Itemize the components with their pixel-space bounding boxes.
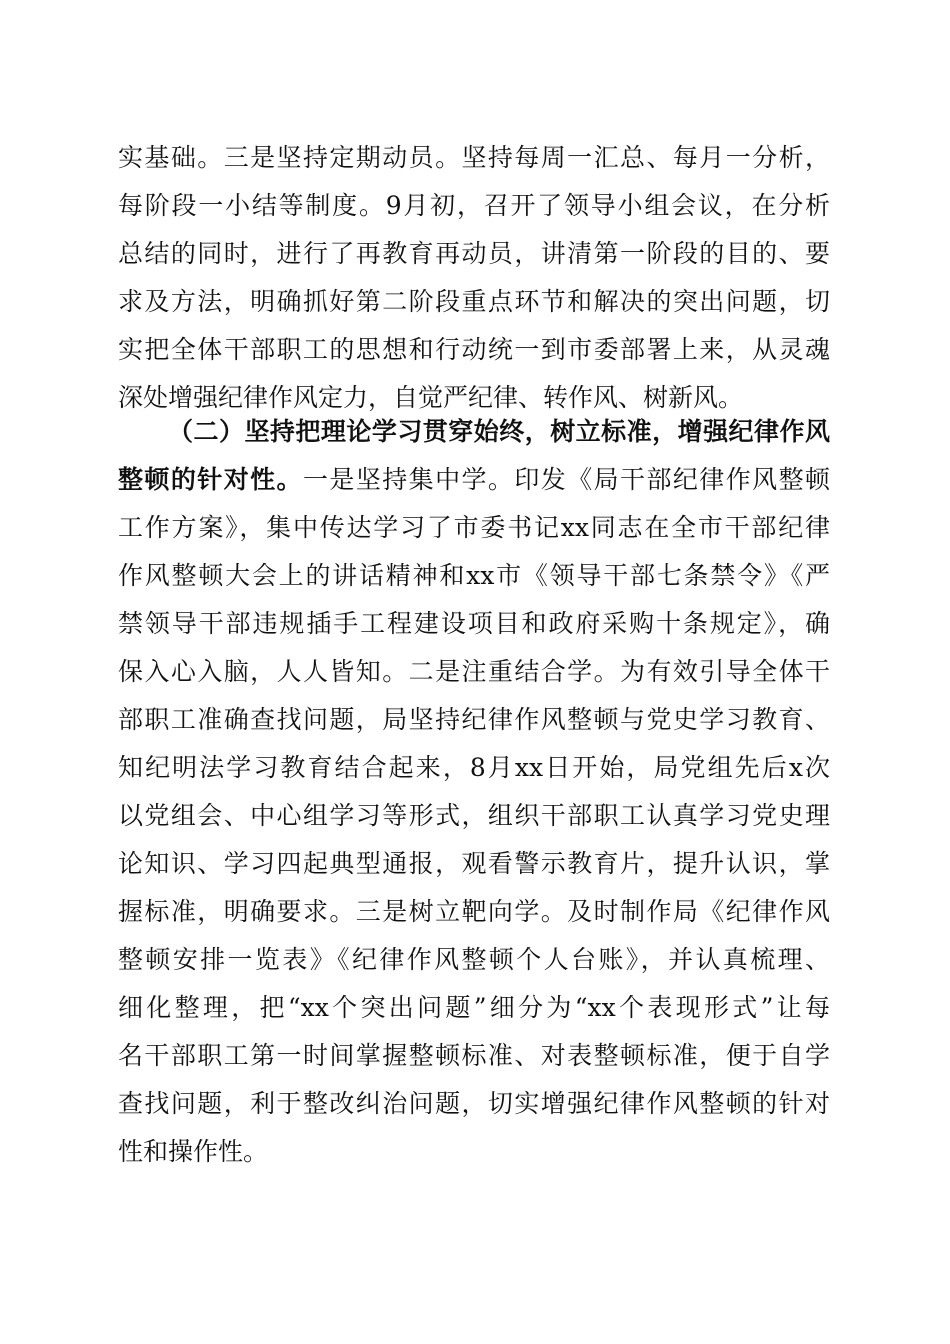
paragraph-2-line: 性和操作性。	[118, 1137, 269, 1166]
paragraph-1-line: 每阶段一小结等制度。9月初，召开了领导小组会议，在分析	[118, 191, 830, 220]
paragraph-1-line: 求及方法，明确抓好第二阶段重点环节和解决的突出问题，切	[118, 287, 830, 316]
section-heading: （二）坚持把理论学习贯穿始终，树立标准，增强纪律作风	[168, 417, 830, 446]
paragraph-2-line: 保入心入脑，人人皆知。二是注重结合学。为有效引导全体干	[118, 657, 830, 686]
paragraph-1-line: 总结的同时，进行了再教育再动员，讲清第一阶段的目的、要	[118, 239, 830, 268]
paragraph-1-line: 深处增强纪律作风定力，自觉严纪律、转作风、树新风。	[118, 383, 744, 412]
paragraph-2-line: 细化整理，把“xx个突出问题”细分为“xx个表现形式”让每	[118, 993, 830, 1022]
paragraph-2-line: 工作方案》，集中传达学习了市委书记xx同志在全市干部纪律	[118, 513, 830, 542]
paragraph-2-line	[118, 456, 830, 504]
paragraph-2-line-text: 一是坚持集中学。印发《局干部纪律作风整顿	[302, 465, 830, 494]
paragraph-2-line: 知纪明法学习教育结合起来，8月xx日开始，局党组先后x次	[118, 753, 830, 782]
paragraph-2-line: 作风整顿大会上的讲话精神和xx市《领导干部七条禁令》《严	[118, 561, 830, 590]
paragraph-2-line: 查找问题，利于整改纠治问题，切实增强纪律作风整顿的针对	[118, 1089, 830, 1118]
paragraph-2-line: 禁领导干部违规插手工程建设项目和政府采购十条规定》，确	[118, 609, 830, 638]
paragraph-2-line: 整顿安排一览表》《纪律作风整顿个人台账》，并认真梳理、	[118, 945, 830, 974]
paragraph-1-line: 实基础。三是坚持定期动员。坚持每周一汇总、每月一分析，	[118, 143, 830, 172]
paragraph-2-line: 论知识、学习四起典型通报，观看警示教育片，提升认识，掌	[118, 849, 830, 878]
section-heading-end: 整顿的针对性。	[118, 465, 303, 494]
paragraph-2-line: 以党组会、中心组学习等形式，组织干部职工认真学习党史理	[118, 801, 830, 830]
paragraph-2-line: 名干部职工第一时间掌握整顿标准、对表整顿标准，便于自学	[118, 1041, 830, 1070]
paragraph-1-line: 实把全体干部职工的思想和行动统一到市委部署上来，从灵魂	[118, 335, 830, 364]
paragraph-2-line: 部职工准确查找问题，局坚持纪律作风整顿与党史学习教育、	[118, 705, 830, 734]
paragraph-2-line: 握标准，明确要求。三是树立靶向学。及时制作局《纪律作风	[118, 897, 830, 926]
